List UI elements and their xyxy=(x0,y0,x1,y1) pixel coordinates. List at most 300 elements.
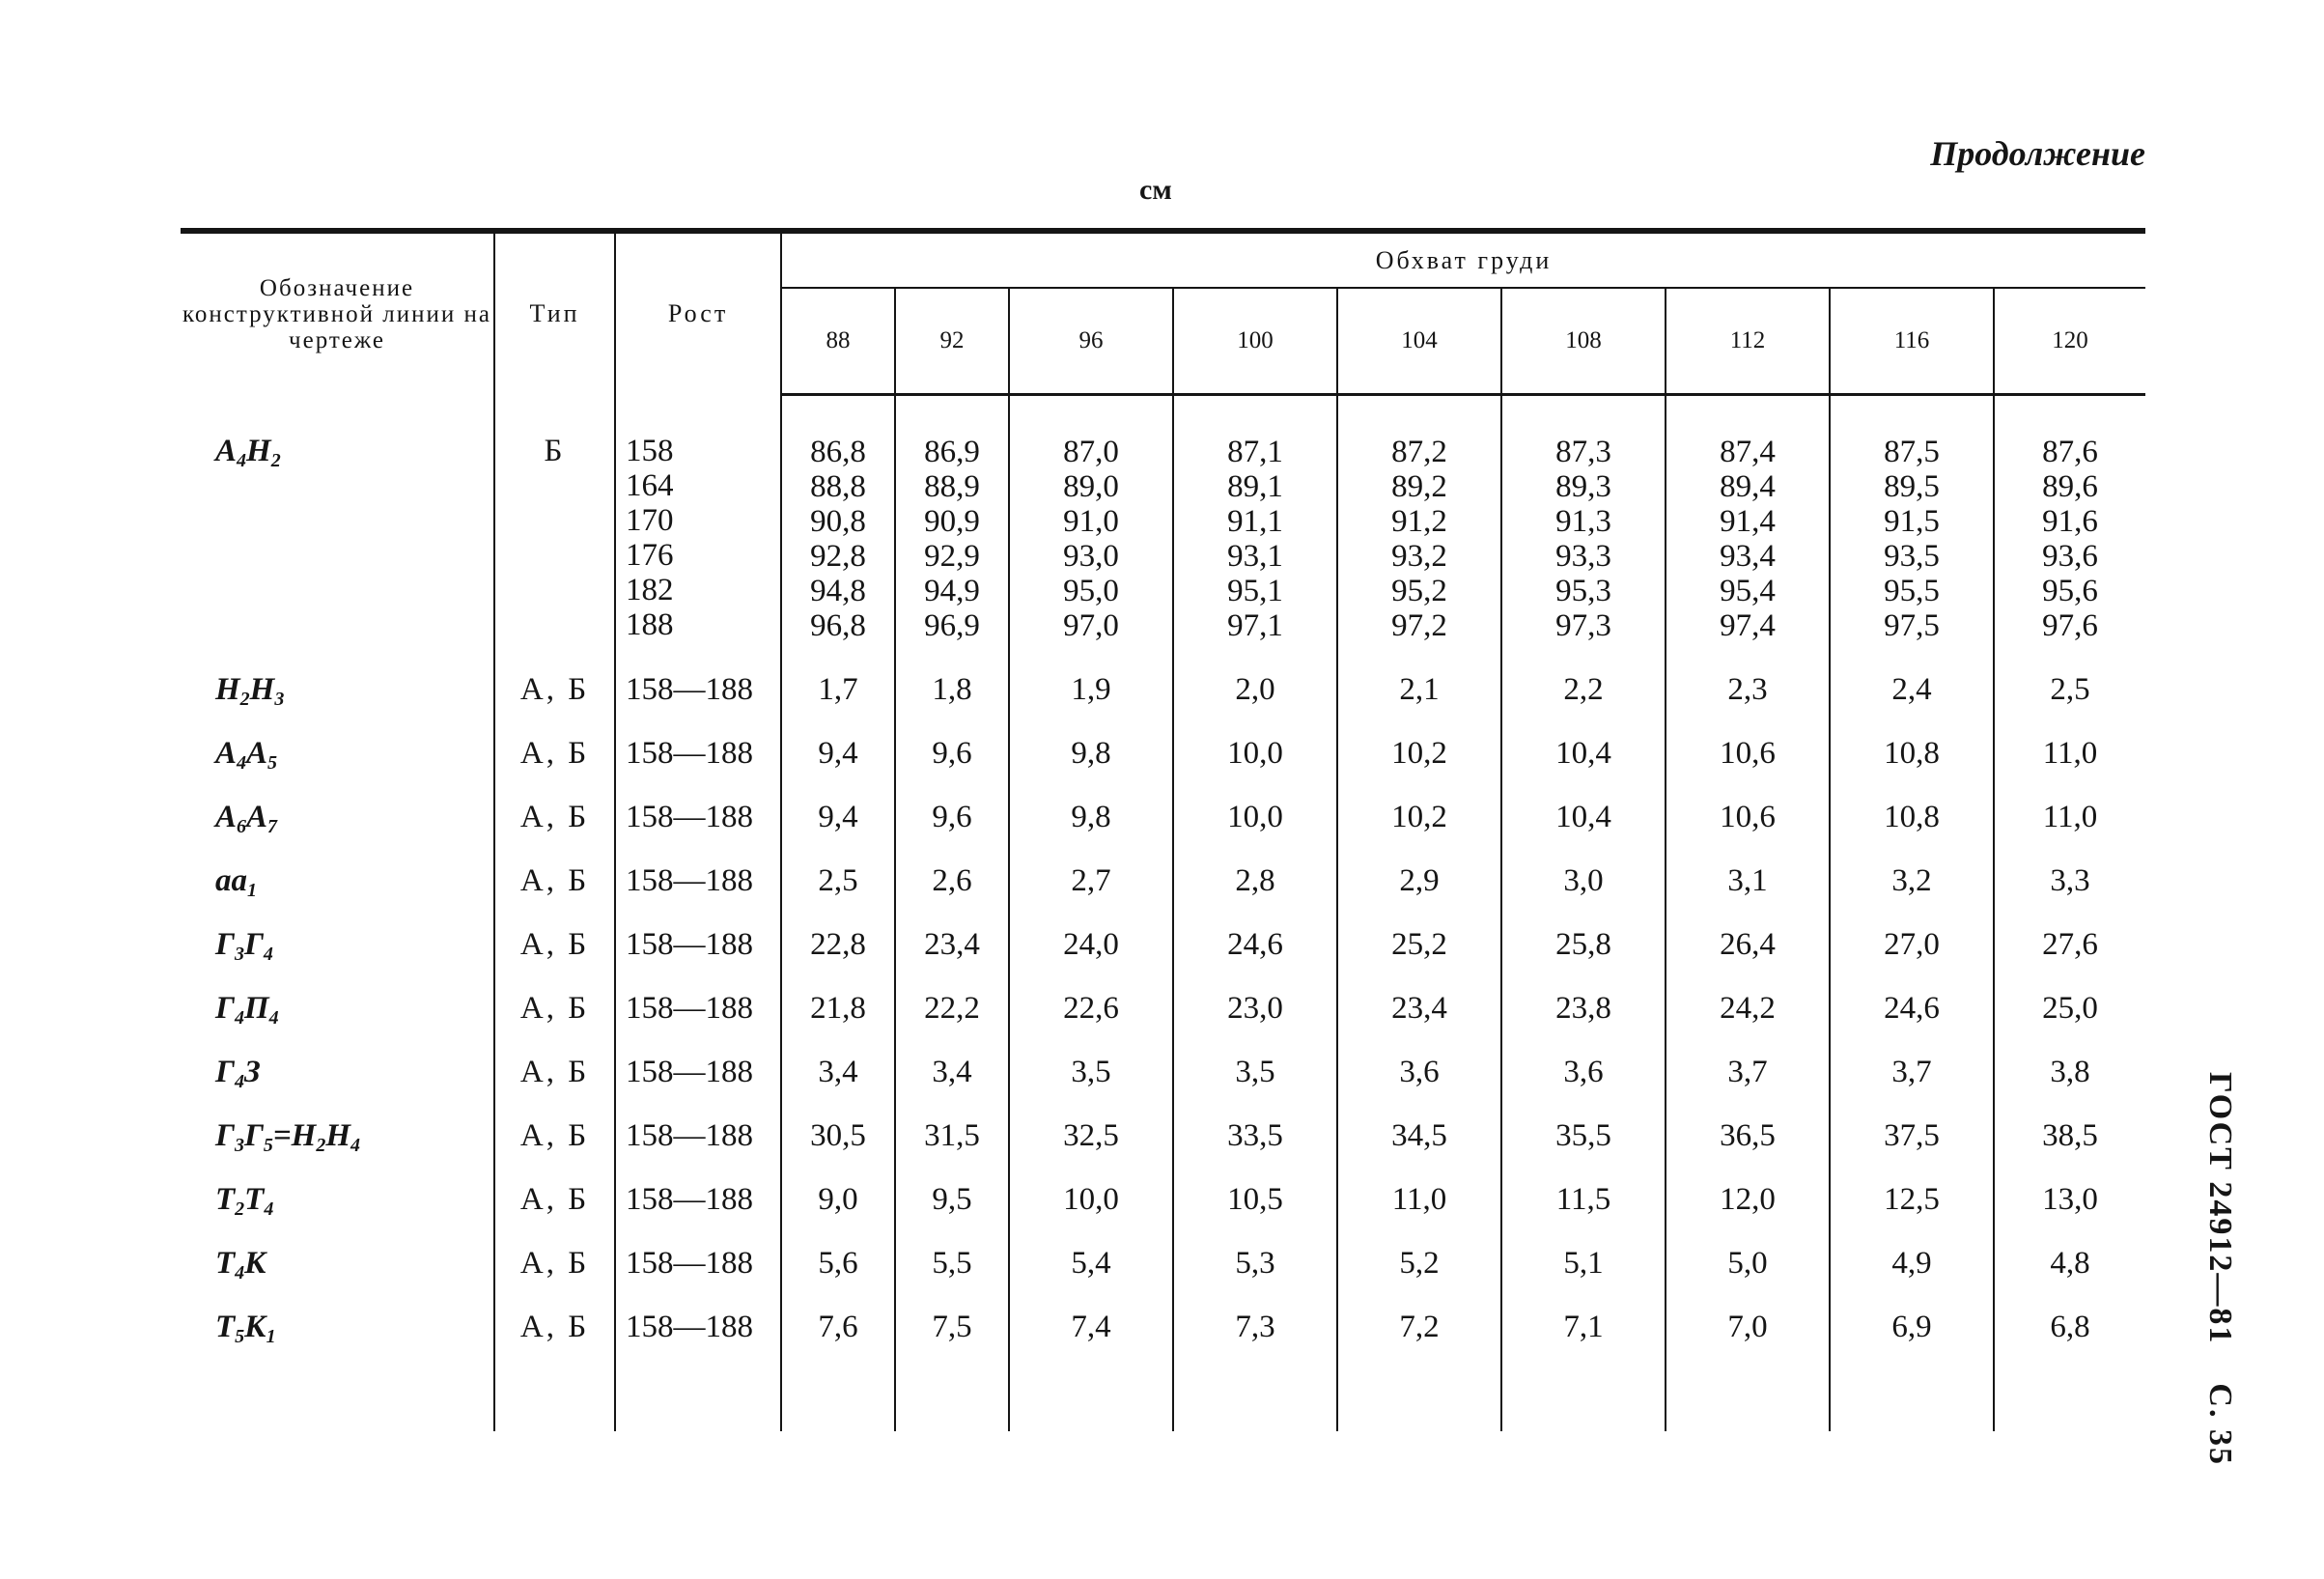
measurement-cell xyxy=(1830,707,1994,771)
measurement-cell xyxy=(1501,962,1666,1026)
measurement-value: 37,5 xyxy=(1884,1118,1940,1153)
header-girth: 108 xyxy=(1501,288,1666,395)
measurement-value: 95,4 xyxy=(1720,574,1776,608)
measurement-cell xyxy=(1666,1089,1830,1153)
symbol-letter: Т xyxy=(244,1182,265,1217)
measurement-value: 91,5 xyxy=(1884,504,1940,539)
symbol-index: 4 xyxy=(350,1135,361,1156)
measurement-cell xyxy=(1009,1217,1173,1281)
height-value: 158—188 xyxy=(626,800,753,834)
measurement-value: 22,2 xyxy=(924,991,980,1026)
measurement-value: 93,0 xyxy=(1063,539,1119,574)
symbol-index: 2 xyxy=(239,689,250,710)
measurement-value: 94,9 xyxy=(924,574,980,608)
symbol-index: 1 xyxy=(266,1326,276,1347)
line-symbol xyxy=(181,1281,494,1431)
table-row xyxy=(181,643,2145,707)
symbol-index: 5 xyxy=(235,1326,245,1347)
table-row xyxy=(181,834,2145,898)
measurement-value: 2,0 xyxy=(1235,672,1275,707)
line-symbol xyxy=(181,771,494,837)
measurement-cell xyxy=(1830,898,1994,962)
header-type: Тип xyxy=(494,231,615,395)
measurement-value: 92,8 xyxy=(810,539,866,574)
measurement-cell xyxy=(1009,643,1173,707)
height-value: 158—188 xyxy=(626,991,753,1026)
measurement-value: 1,7 xyxy=(818,672,858,707)
measurement-value: 5,3 xyxy=(1235,1246,1275,1281)
measurement-cell xyxy=(781,1089,895,1153)
measurement-cell xyxy=(1009,1281,1173,1431)
measurement-cell xyxy=(895,643,1009,707)
height-value: 158—188 xyxy=(626,927,753,962)
measurement-value: 6,9 xyxy=(1891,1310,1932,1344)
measurement-cell xyxy=(1173,643,1337,707)
measurement-value: 35,5 xyxy=(1555,1118,1611,1153)
measurement-cell xyxy=(1009,834,1173,898)
figure-type: А, Б xyxy=(494,1217,615,1281)
measurement-value: 3,0 xyxy=(1563,863,1604,898)
measurement-value: 91,6 xyxy=(2042,504,2098,539)
measurement-cell xyxy=(1337,834,1501,898)
measurement-cell xyxy=(895,834,1009,898)
measurement-value: 10,6 xyxy=(1720,736,1776,771)
measurement-value: 24,6 xyxy=(1227,927,1283,962)
measurement-cell xyxy=(1994,707,2145,771)
measurement-value: 10,8 xyxy=(1884,736,1940,771)
measurement-value: 11,5 xyxy=(1555,1182,1611,1217)
figure-type: А, Б xyxy=(494,771,615,834)
measurement-value: 97,3 xyxy=(1555,608,1611,643)
measurement-value: 97,1 xyxy=(1227,608,1283,643)
symbol-index: 3 xyxy=(274,689,285,710)
measurement-value: 2,5 xyxy=(818,863,858,898)
measurement-cell xyxy=(1666,771,1830,834)
measurement-cell xyxy=(1666,707,1830,771)
measurement-value: 96,8 xyxy=(810,608,866,643)
measurement-value: 89,6 xyxy=(2042,469,2098,504)
page-number: С. 35 xyxy=(2202,1383,2238,1466)
measurement-value: 1,8 xyxy=(932,672,972,707)
measurement-value: 9,4 xyxy=(818,736,858,771)
measurement-cell xyxy=(781,898,895,962)
figure-type: А, Б xyxy=(494,707,615,771)
measurement-cell xyxy=(1994,1089,2145,1153)
measurement-value: 86,9 xyxy=(924,435,980,469)
measurement-cell xyxy=(1830,1281,1994,1431)
measurement-value: 23,4 xyxy=(924,927,980,962)
continuation-label: Продолжение xyxy=(1930,134,2145,173)
line-symbol xyxy=(181,1153,494,1220)
symbol-letter: Н xyxy=(246,433,271,468)
measurement-value: 97,4 xyxy=(1720,608,1776,643)
measurement-value: 31,5 xyxy=(924,1118,980,1153)
measurement-cell xyxy=(1666,834,1830,898)
line-symbol xyxy=(181,1217,494,1281)
symbol-letter: =Н xyxy=(272,1118,317,1153)
measurement-cell xyxy=(1830,643,1994,707)
measurement-cell xyxy=(1009,962,1173,1026)
header-girth-group: Обхват груди xyxy=(781,231,2145,288)
measurement-value: 3,6 xyxy=(1563,1055,1604,1089)
measurement-cell xyxy=(1337,643,1501,707)
measurement-value: 11,0 xyxy=(2042,800,2098,834)
measurement-cell xyxy=(1830,1153,1994,1217)
measurement-value: 2,9 xyxy=(1399,863,1440,898)
header-girth: 104 xyxy=(1337,288,1501,395)
measurement-value: 87,0 xyxy=(1063,435,1119,469)
measurement-cell xyxy=(1994,898,2145,962)
measurement-cell xyxy=(1009,1153,1173,1217)
measurement-value: 97,6 xyxy=(2042,608,2098,643)
height-value: 182 xyxy=(626,572,674,607)
measurement-cell xyxy=(1994,395,2145,644)
symbol-letter: аа xyxy=(215,863,247,898)
height-value: 158—188 xyxy=(626,1055,753,1089)
measurement-cell xyxy=(781,834,895,898)
measurement-cell xyxy=(1666,1217,1830,1281)
measurement-value: 93,1 xyxy=(1227,539,1283,574)
measurement-value: 10,4 xyxy=(1555,736,1611,771)
measurement-value: 24,2 xyxy=(1720,991,1776,1026)
measurement-value: 5,4 xyxy=(1071,1246,1111,1281)
measurement-value: 3,7 xyxy=(1727,1055,1768,1089)
measurement-value: 96,9 xyxy=(924,608,980,643)
measurement-cell xyxy=(1009,1026,1173,1089)
symbol-index: 4 xyxy=(234,1071,244,1092)
measurement-value: 95,1 xyxy=(1227,574,1283,608)
header-girth: 120 xyxy=(1994,288,2145,395)
figure-type: А, Б xyxy=(494,1281,615,1431)
measurement-cell xyxy=(1337,707,1501,771)
measurement-value: 13,0 xyxy=(2042,1182,2098,1217)
measurement-cell xyxy=(1666,643,1830,707)
table-row xyxy=(181,1089,2145,1153)
height-value: 164 xyxy=(626,467,674,503)
symbol-index: 4 xyxy=(237,752,247,774)
measurement-cell xyxy=(1501,898,1666,962)
height-cell xyxy=(615,771,781,834)
symbol-index: 4 xyxy=(263,944,273,965)
header-girth: 100 xyxy=(1173,288,1337,395)
measurement-value: 9,5 xyxy=(932,1182,972,1217)
measurement-value: 11,0 xyxy=(1391,1182,1447,1217)
symbol-letter: К xyxy=(244,1310,266,1344)
measurement-cell xyxy=(781,1153,895,1217)
line-symbol xyxy=(181,898,494,965)
height-value: 158—188 xyxy=(626,1246,753,1281)
standard-number: ГОСТ 24912—81 xyxy=(2202,1072,2238,1345)
unit-label: см xyxy=(1139,174,1172,206)
measurement-value: 93,5 xyxy=(1884,539,1940,574)
measurement-cell xyxy=(1173,395,1337,644)
measurement-value: 3,4 xyxy=(818,1055,858,1089)
measurement-cell xyxy=(781,1026,895,1089)
measurement-value: 91,0 xyxy=(1063,504,1119,539)
symbol-index: 4 xyxy=(234,1007,244,1029)
measurement-cell xyxy=(1173,1089,1337,1153)
symbol-index: 4 xyxy=(264,1198,274,1220)
height-value: 158—188 xyxy=(626,1182,753,1217)
measurement-value: 12,5 xyxy=(1884,1182,1940,1217)
line-symbol xyxy=(181,962,494,1029)
measurement-cell xyxy=(1337,1026,1501,1089)
height-value: 158—188 xyxy=(626,1310,753,1344)
table-row xyxy=(181,898,2145,962)
height-cell xyxy=(615,898,781,962)
measurement-value: 97,5 xyxy=(1884,608,1940,643)
measurement-cell xyxy=(1994,643,2145,707)
measurement-cell xyxy=(1994,1281,2145,1431)
measurement-cell xyxy=(781,1281,895,1431)
measurement-cell xyxy=(1009,898,1173,962)
measurement-value: 25,8 xyxy=(1555,927,1611,962)
measurement-cell xyxy=(1337,1217,1501,1281)
measurement-cell xyxy=(1337,1089,1501,1153)
measurement-value: 4,8 xyxy=(2050,1246,2090,1281)
measurement-value: 87,1 xyxy=(1227,435,1283,469)
measurement-cell xyxy=(1994,771,2145,834)
measurement-value: 2,1 xyxy=(1399,672,1440,707)
measurement-value: 26,4 xyxy=(1720,927,1776,962)
header-height: Рост xyxy=(615,231,781,395)
measurement-value: 2,4 xyxy=(1891,672,1932,707)
header-symbol: Обозначение конструктивной линии на чертеже xyxy=(181,231,494,395)
line-symbol xyxy=(181,834,494,901)
measurement-value: 89,1 xyxy=(1227,469,1283,504)
measurement-cell xyxy=(895,1153,1009,1217)
measurement-cell xyxy=(895,1089,1009,1153)
symbol-letter: К xyxy=(244,1246,266,1281)
measurement-cell xyxy=(1337,1281,1501,1431)
measurement-cell xyxy=(1173,707,1337,771)
height-cell xyxy=(615,1026,781,1089)
symbol-index: 4 xyxy=(268,1007,279,1029)
measurement-cell xyxy=(1501,1217,1666,1281)
measurement-cell xyxy=(895,771,1009,834)
measurement-value: 24,0 xyxy=(1063,927,1119,962)
measurement-value: 10,0 xyxy=(1227,800,1283,834)
measurement-value: 21,8 xyxy=(810,991,866,1026)
symbol-letter: А xyxy=(215,800,238,834)
symbol-letter: Т xyxy=(215,1310,236,1344)
measurement-cell xyxy=(1666,962,1830,1026)
height-cell xyxy=(615,834,781,898)
figure-type: А, Б xyxy=(494,1026,615,1089)
symbol-index: 3 xyxy=(234,1135,244,1156)
measurement-value: 23,4 xyxy=(1391,991,1447,1026)
measurement-value: 5,1 xyxy=(1563,1246,1604,1281)
measurement-value: 9,8 xyxy=(1071,736,1111,771)
header-girth: 116 xyxy=(1830,288,1994,395)
measurement-cell xyxy=(1337,898,1501,962)
measurement-value: 89,3 xyxy=(1555,469,1611,504)
measurement-cell xyxy=(1830,1089,1994,1153)
measurement-value: 1,9 xyxy=(1071,672,1111,707)
measurement-cell xyxy=(1337,962,1501,1026)
measurement-value: 32,5 xyxy=(1063,1118,1119,1153)
measurement-cell xyxy=(1009,707,1173,771)
measurement-cell xyxy=(1501,1026,1666,1089)
measurement-cell xyxy=(1830,395,1994,644)
header-girth: 88 xyxy=(781,288,895,395)
measurement-table xyxy=(181,228,2145,1431)
measurement-value: 93,2 xyxy=(1391,539,1447,574)
measurement-value: 33,5 xyxy=(1227,1118,1283,1153)
symbol-index: 5 xyxy=(267,752,278,774)
line-symbol xyxy=(181,707,494,774)
measurement-cell xyxy=(781,643,895,707)
measurement-value: 87,5 xyxy=(1884,435,1940,469)
measurement-cell xyxy=(1666,1026,1830,1089)
measurement-value: 91,2 xyxy=(1391,504,1447,539)
measurement-cell xyxy=(1501,834,1666,898)
table-row xyxy=(181,1217,2145,1281)
measurement-cell xyxy=(1994,1217,2145,1281)
line-symbol xyxy=(181,1026,494,1092)
symbol-letter: З xyxy=(243,1055,261,1089)
measurement-value: 90,8 xyxy=(810,504,866,539)
measurement-value: 7,1 xyxy=(1563,1310,1604,1344)
figure-type: А, Б xyxy=(494,1089,615,1153)
symbol-letter: А xyxy=(215,736,238,771)
measurement-value: 10,2 xyxy=(1391,736,1447,771)
measurement-value: 6,8 xyxy=(2050,1310,2090,1344)
measurement-value: 89,5 xyxy=(1884,469,1940,504)
symbol-index: 2 xyxy=(316,1135,326,1156)
symbol-index: 7 xyxy=(267,816,278,837)
symbol-letter: Т xyxy=(215,1246,236,1281)
table-row xyxy=(181,1281,2145,1431)
measurement-cell xyxy=(1501,395,1666,644)
table-body xyxy=(181,395,2145,1432)
height-cell xyxy=(615,1153,781,1217)
measurement-cell xyxy=(1830,834,1994,898)
measurement-value: 3,5 xyxy=(1235,1055,1275,1089)
measurement-value: 23,8 xyxy=(1555,991,1611,1026)
measurement-value: 95,6 xyxy=(2042,574,2098,608)
measurement-value: 95,5 xyxy=(1884,574,1940,608)
measurement-cell xyxy=(1337,771,1501,834)
measurement-cell xyxy=(1830,1217,1994,1281)
measurement-cell xyxy=(1009,771,1173,834)
height-value: 158 xyxy=(626,433,674,468)
measurement-value: 10,2 xyxy=(1391,800,1447,834)
measurement-value: 93,4 xyxy=(1720,539,1776,574)
measurement-cell xyxy=(895,1026,1009,1089)
measurement-cell xyxy=(1994,1026,2145,1089)
measurement-value: 36,5 xyxy=(1720,1118,1776,1153)
measurement-value: 86,8 xyxy=(810,435,866,469)
height-cell xyxy=(615,707,781,771)
measurement-value: 12,0 xyxy=(1720,1182,1776,1217)
measurement-cell xyxy=(1830,962,1994,1026)
measurement-cell xyxy=(781,962,895,1026)
measurement-value: 91,3 xyxy=(1555,504,1611,539)
measurement-value: 87,4 xyxy=(1720,435,1776,469)
side-standard-label xyxy=(2201,1072,2238,1466)
symbol-index: 4 xyxy=(237,449,247,471)
measurement-cell xyxy=(1501,1153,1666,1217)
measurement-cell xyxy=(895,1217,1009,1281)
measurement-value: 2,2 xyxy=(1563,672,1604,707)
measurement-value: 3,7 xyxy=(1891,1055,1932,1089)
measurement-cell xyxy=(1666,898,1830,962)
measurement-value: 10,5 xyxy=(1227,1182,1283,1217)
measurement-value: 94,8 xyxy=(810,574,866,608)
measurement-cell xyxy=(1830,1026,1994,1089)
measurement-cell xyxy=(1501,707,1666,771)
height-cell xyxy=(615,1089,781,1153)
measurement-value: 7,5 xyxy=(932,1310,972,1344)
measurement-value: 3,5 xyxy=(1071,1055,1111,1089)
measurement-value: 88,9 xyxy=(924,469,980,504)
measurement-value: 89,2 xyxy=(1391,469,1447,504)
measurement-cell xyxy=(1994,834,2145,898)
table-row xyxy=(181,771,2145,834)
measurement-cell xyxy=(1009,1089,1173,1153)
measurement-cell xyxy=(1830,771,1994,834)
measurement-cell xyxy=(895,707,1009,771)
measurement-cell xyxy=(1173,962,1337,1026)
symbol-letter: Т xyxy=(215,1182,236,1217)
symbol-letter: Н xyxy=(249,672,275,707)
header-girth: 96 xyxy=(1009,288,1173,395)
measurement-value: 87,2 xyxy=(1391,435,1447,469)
measurement-value: 38,5 xyxy=(2042,1118,2098,1153)
symbol-index: 1 xyxy=(247,880,257,901)
measurement-value: 3,2 xyxy=(1891,863,1932,898)
symbol-index: 5 xyxy=(263,1135,273,1156)
symbol-letter: П xyxy=(243,991,269,1026)
measurement-value: 91,4 xyxy=(1720,504,1776,539)
measurement-cell xyxy=(1501,643,1666,707)
measurement-value: 11,0 xyxy=(2042,736,2098,771)
measurement-value: 10,4 xyxy=(1555,800,1611,834)
header-girth: 92 xyxy=(895,288,1009,395)
figure-type: А, Б xyxy=(494,962,615,1026)
measurement-value: 88,8 xyxy=(810,469,866,504)
measurement-value: 30,5 xyxy=(810,1118,866,1153)
table-row xyxy=(181,395,2145,644)
measurement-cell xyxy=(781,395,895,644)
figure-type: А, Б xyxy=(494,898,615,962)
measurement-value: 22,8 xyxy=(810,927,866,962)
height-cell xyxy=(615,962,781,1026)
measurement-value: 4,9 xyxy=(1891,1246,1932,1281)
table-row xyxy=(181,962,2145,1026)
measurement-cell xyxy=(1337,1153,1501,1217)
measurement-cell xyxy=(1173,1217,1337,1281)
symbol-index: 2 xyxy=(235,1198,245,1220)
figure-type: Б xyxy=(494,395,615,644)
measurement-cell xyxy=(895,898,1009,962)
measurement-value: 5,0 xyxy=(1727,1246,1768,1281)
measurement-value: 90,9 xyxy=(924,504,980,539)
measurement-cell xyxy=(1173,1281,1337,1431)
measurement-value: 27,0 xyxy=(1884,927,1940,962)
measurement-value: 10,0 xyxy=(1063,1182,1119,1217)
height-value: 170 xyxy=(626,502,674,538)
measurement-value: 9,0 xyxy=(818,1182,858,1217)
height-value: 158—188 xyxy=(626,736,753,771)
measurement-value: 5,2 xyxy=(1399,1246,1440,1281)
measurement-value: 3,8 xyxy=(2050,1055,2090,1089)
measurement-value: 93,3 xyxy=(1555,539,1611,574)
measurement-value: 7,0 xyxy=(1727,1310,1768,1344)
measurement-value: 7,2 xyxy=(1399,1310,1440,1344)
line-symbol xyxy=(181,1089,494,1156)
